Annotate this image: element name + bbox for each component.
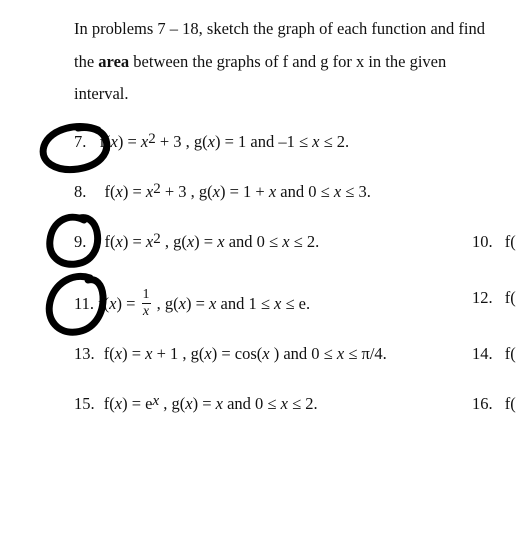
problem-expression: f( <box>504 288 516 307</box>
problem-10 <box>472 234 516 251</box>
problem-number: 13. <box>74 344 95 363</box>
intro-text-2-post: between the graphs of f and g for x in the given <box>129 52 447 71</box>
problem-number: 16. <box>472 394 493 413</box>
intro-line-3 <box>74 86 129 103</box>
intro-text-2-pre: the <box>74 52 99 71</box>
problem-expression: $f(x) = x^2$ , g(x) = x and 0 ≤ x ≤ 2. <box>104 231 320 251</box>
problem-8 <box>74 181 371 201</box>
problem-expression: f(x) = $\frac{1}{x}$ , g(x) = x and 1 ≤ x ≤ e. <box>98 287 311 319</box>
problem-expression: $f(x) = e^x$ , g(x) = x and 0 ≤ x ≤ 2. <box>103 393 318 413</box>
problem-number: 9. <box>74 232 87 251</box>
problem-number: 11. <box>74 294 95 314</box>
problem-expression: $f(x) = x^2 + 3$ , g(x) = 1 + x and 0 ≤ x ≤ 3. <box>104 181 371 201</box>
problem-11 <box>74 287 311 321</box>
problem-number: 12. <box>472 288 493 307</box>
problem-expression: f( <box>504 394 516 413</box>
problem-expression: f(x) = x + 1 , g(x) = cos(x ) and 0 ≤ x ≤ π/4. <box>103 344 387 363</box>
intro-area-bold: area <box>98 52 130 71</box>
problem-7 <box>74 131 350 151</box>
problem-number: 15. <box>74 394 95 413</box>
problem-expression: f( <box>504 232 516 251</box>
problem-number: 8. <box>74 182 87 201</box>
problem-13 <box>74 346 387 363</box>
intro-line-1 <box>74 21 485 38</box>
problem-expression: $f(x) = x^2 + 3$ , g(x) = 1 and –1 ≤ x ≤ 2. <box>99 131 350 151</box>
problem-12 <box>472 290 516 307</box>
problem-9 <box>74 231 320 251</box>
problem-expression: f( <box>504 344 516 363</box>
problem-16 <box>472 396 516 413</box>
intro-line-2 <box>74 54 446 71</box>
fraction-one-over-x: $\frac{1}{x}$ <box>142 287 150 319</box>
problem-number: 7. <box>74 132 87 151</box>
problem-number: 14. <box>472 344 493 363</box>
problem-number: 10. <box>472 232 493 251</box>
intro-text-1: In problems 7 – 18, sketch the graph of each function and find <box>74 19 486 38</box>
problem-14 <box>472 346 516 363</box>
problem-15 <box>74 393 318 413</box>
intro-text-3: interval. <box>74 84 129 103</box>
